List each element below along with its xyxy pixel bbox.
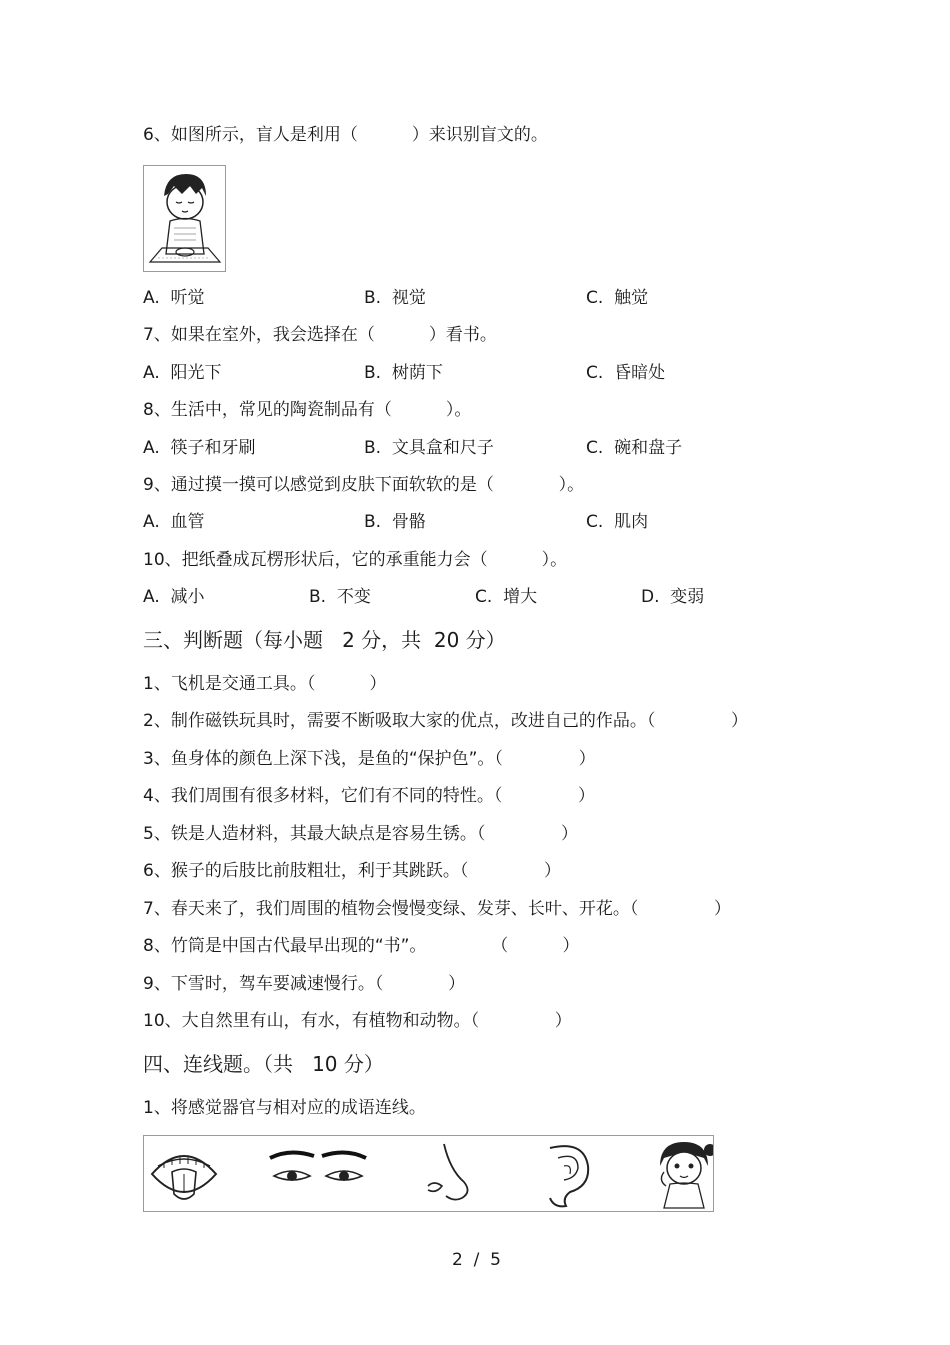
q8-option-a: A. 筷子和牙刷 xyxy=(143,438,256,458)
question-9: 9、通过摸一摸可以感觉到皮肤下面软软的是（ ）。 xyxy=(143,475,585,495)
matching-question-1: 1、将感觉器官与相对应的成语连线。 xyxy=(143,1098,426,1118)
q9-option-a: A. 血管 xyxy=(143,512,205,532)
ear-icon xyxy=(550,1146,588,1206)
q10-option-c: C. 增大 xyxy=(475,587,538,607)
q6-option-a: A. 听觉 xyxy=(143,288,205,308)
girl-touching-face-icon xyxy=(660,1142,713,1208)
q7-option-b: B. 树荫下 xyxy=(364,363,443,383)
question-6: 6、如图所示，盲人是利用（ ）来识别盲文的。 xyxy=(143,125,548,145)
sense-organs-strip xyxy=(143,1135,714,1212)
question-10: 10、把纸叠成瓦楞形状后，它的承重能力会（ ）。 xyxy=(143,550,568,570)
sense-organs-illustration xyxy=(144,1136,713,1211)
judge-item-3: 3、鱼身体的颜色上深下浅，是鱼的“保护色”。（ ） xyxy=(143,749,596,769)
blind-reader-figure xyxy=(143,165,226,272)
q9-option-b: B. 骨骼 xyxy=(364,512,426,532)
section-4-heading: 四、连线题。（共 10 分） xyxy=(143,1052,384,1076)
q8-option-b: B. 文具盒和尺子 xyxy=(364,438,494,458)
judge-item-8: 8、竹筒是中国古代最早出现的“书”。 （ ） xyxy=(143,936,580,956)
q10-option-d: D. 变弱 xyxy=(641,587,705,607)
judge-item-6: 6、猴子的后肢比前肢粗壮，利于其跳跃。（ ） xyxy=(143,861,561,881)
judge-item-10: 10、大自然里有山，有水，有植物和动物。（ ） xyxy=(143,1011,572,1031)
q9-option-c: C. 肌肉 xyxy=(586,512,649,532)
judge-item-9: 9、下雪时，驾车要减速慢行。（ ） xyxy=(143,974,466,994)
q10-option-b: B. 不变 xyxy=(309,587,371,607)
q7-option-a: A. 阳光下 xyxy=(143,363,222,383)
q10-option-a: A. 减小 xyxy=(143,587,205,607)
q7-option-c: C. 昏暗处 xyxy=(586,363,666,383)
eyes-icon xyxy=(270,1152,366,1181)
judge-item-2: 2、制作磁铁玩具时，需要不断吸取大家的优点，改进自己的作品。（ ） xyxy=(143,711,748,731)
q6-option-b: B. 视觉 xyxy=(364,288,426,308)
judge-item-7: 7、春天来了，我们周围的植物会慢慢变绿、发芽、长叶、开花。（ ） xyxy=(143,899,731,919)
question-8: 8、生活中，常见的陶瓷制品有（ ）。 xyxy=(143,400,472,420)
nose-icon xyxy=(428,1144,468,1200)
q8-option-c: C. 碗和盘子 xyxy=(586,438,683,458)
blind-reader-illustration xyxy=(144,166,225,271)
q6-option-c: C. 触觉 xyxy=(586,288,649,308)
judge-item-4: 4、我们周围有很多材料，它们有不同的特性。（ ） xyxy=(143,786,595,806)
mouth-tongue-icon xyxy=(152,1156,216,1199)
section-3-heading: 三、判断题（每小题 2 分，共 20 分） xyxy=(143,628,506,652)
judge-item-5: 5、铁是人造材料，其最大缺点是容易生锈。（ ） xyxy=(143,824,578,844)
question-7: 7、如果在室外，我会选择在（ ）看书。 xyxy=(143,325,497,345)
judge-item-1: 1、飞机是交通工具。（ ） xyxy=(143,674,387,694)
page-number: 2 / 5 xyxy=(452,1250,501,1270)
